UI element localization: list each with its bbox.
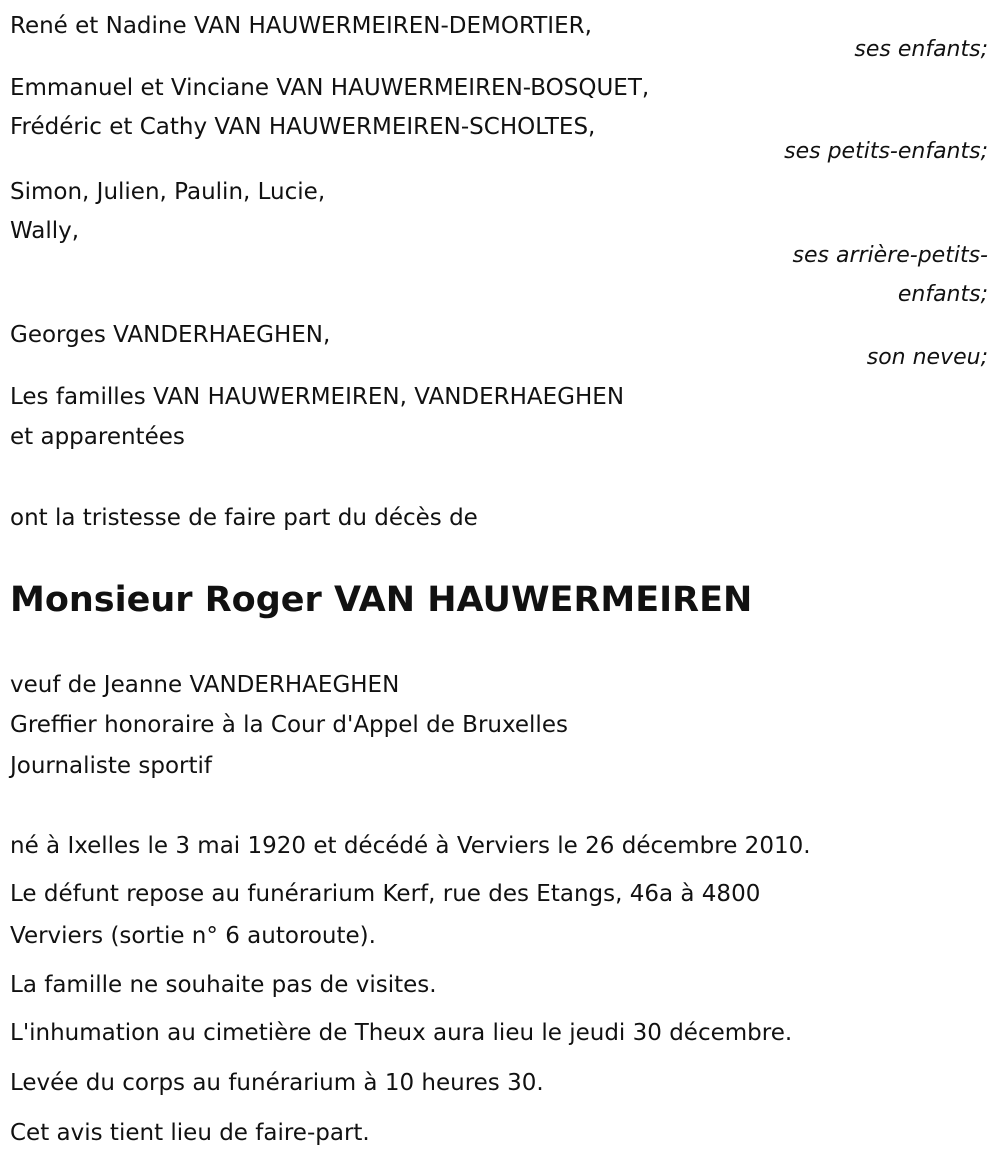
family-line: Emmanuel et Vinciane VAN HAUWERMEIREN-BOSQUET, (10, 75, 650, 101)
announcement: ont la tristesse de faire part du décès de (10, 505, 478, 531)
relation-label: ses petits-enfants; (784, 139, 988, 164)
info-line: Cet avis tient lieu de faire-part. (10, 1120, 370, 1146)
info-line: Levée du corps au funérarium à 10 heures 30. (10, 1070, 544, 1096)
detail-line: Journaliste sportif (10, 753, 213, 779)
detail-line: Greffier honoraire à la Cour d'Appel de Bruxelles (10, 712, 568, 738)
relation-label: son neveu; (866, 345, 988, 370)
info-line: né à Ixelles le 3 mai 1920 et décédé à Verviers le 26 décembre 2010. (10, 833, 811, 859)
family-line: et apparentées (10, 424, 185, 450)
family-line: René et Nadine VAN HAUWERMEIREN-DEMORTIER, (10, 13, 592, 39)
info-line: Le défunt repose au funérarium Kerf, rue des Etangs, 46a à 4800 (10, 881, 761, 907)
family-line: Frédéric et Cathy VAN HAUWERMEIREN-SCHOLTES, (10, 114, 596, 140)
family-line: Georges VANDERHAEGHEN, (10, 322, 331, 348)
info-line: La famille ne souhaite pas de visites. (10, 972, 437, 998)
info-line: Verviers (sortie n° 6 autoroute). (10, 923, 376, 949)
relation-label: enfants; (897, 282, 988, 307)
deceased-name: Monsieur Roger VAN HAUWERMEIREN (10, 580, 753, 620)
family-line: Les familles VAN HAUWERMEIREN, VANDERHAEGHEN (10, 384, 625, 410)
family-line: Wally, (10, 218, 80, 244)
family-line: Simon, Julien, Paulin, Lucie, (10, 179, 326, 205)
detail-line: veuf de Jeanne VANDERHAEGHEN (10, 672, 400, 698)
info-line: L'inhumation au cimetière de Theux aura lieu le jeudi 30 décembre. (10, 1020, 793, 1046)
relation-label: ses arrière-petits- (792, 243, 988, 268)
relation-label: ses enfants; (854, 37, 988, 62)
